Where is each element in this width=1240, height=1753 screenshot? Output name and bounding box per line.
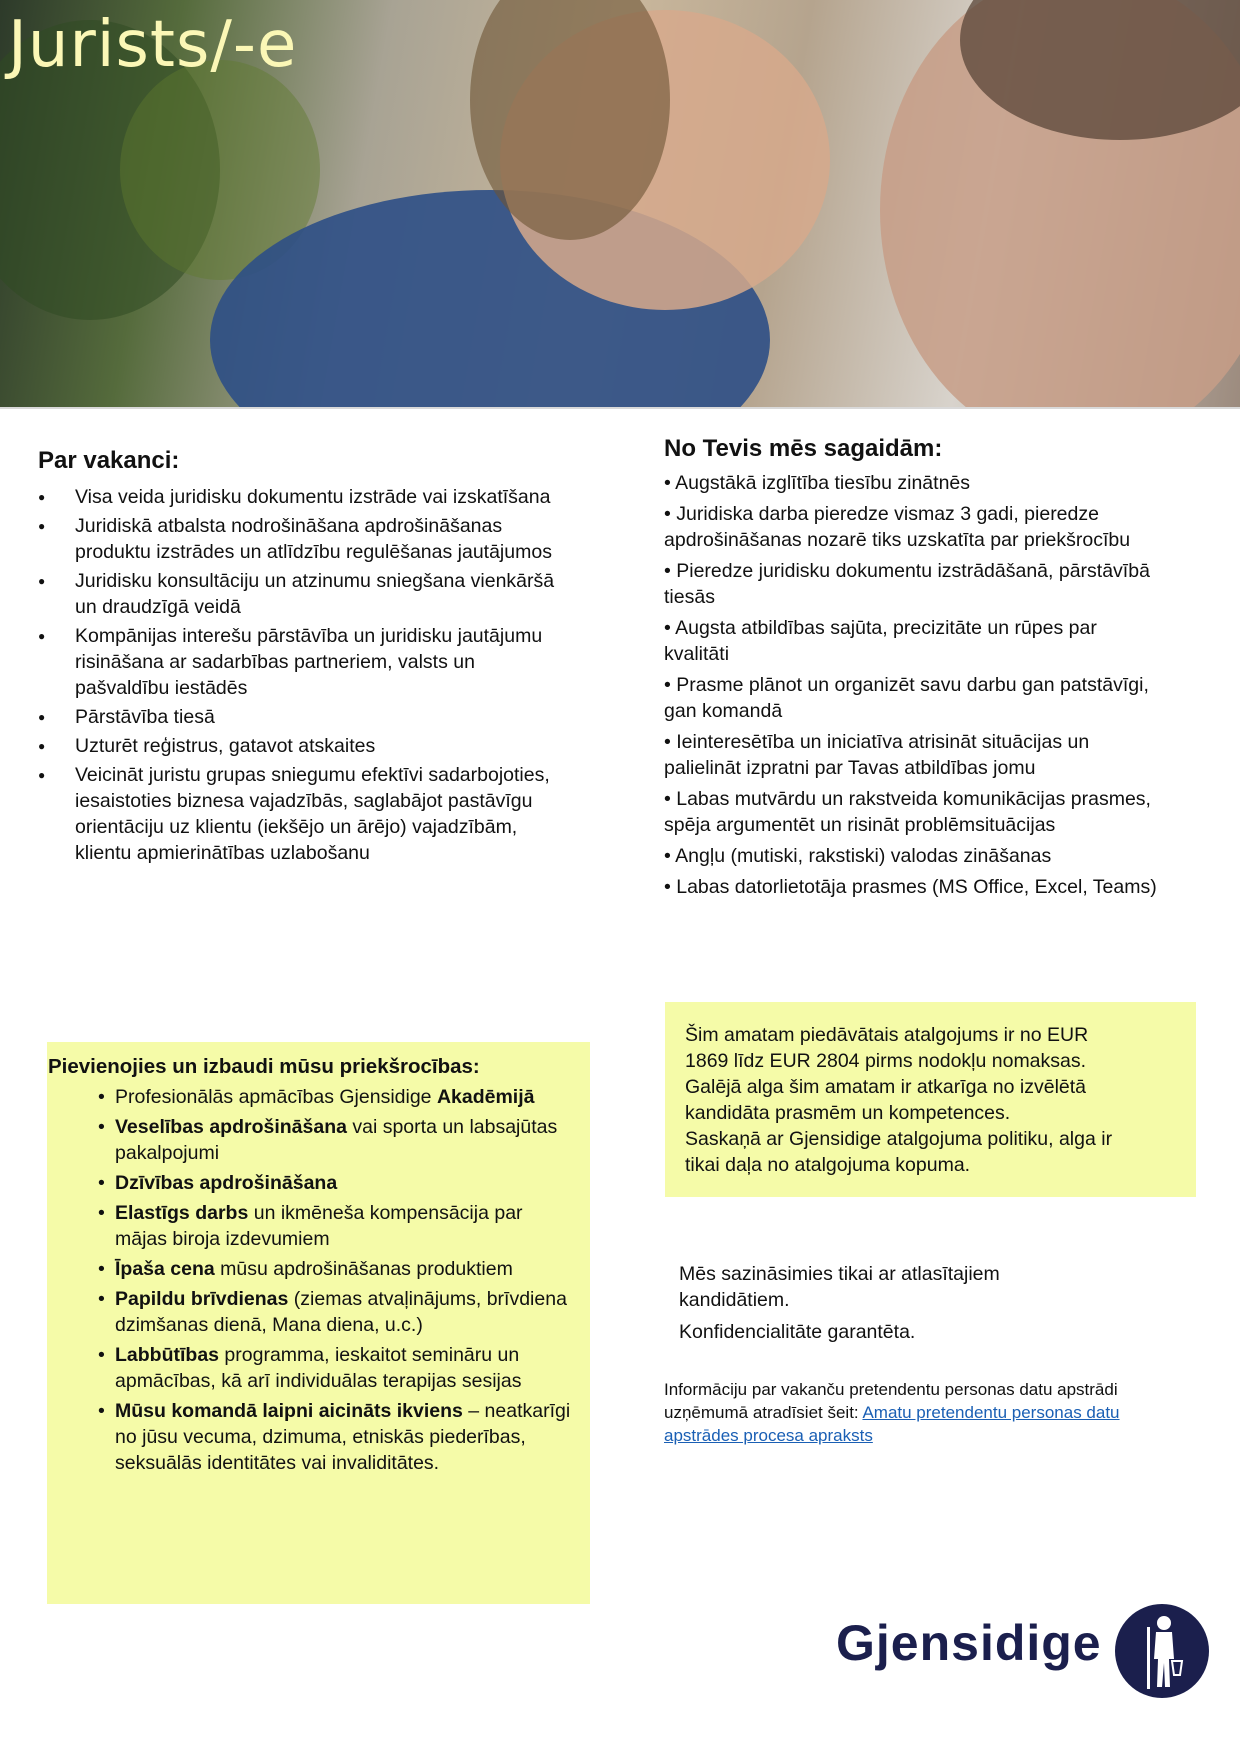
job-title: Jurists/-e bbox=[8, 8, 298, 82]
salary-range-text: Šim amatam piedāvātais atalgojums ir no EUR 1869 līdz EUR 2804 pirms nodokļu nomaksas. Galējā alga šim amatam ir atkarīga no izvēlētā kandidāta prasmēm un kompetences. bbox=[685, 1024, 1089, 1124]
requirement-item: • Augsta atbildības sajūta, precizitāte un rūpes par kvalitāti bbox=[664, 617, 1097, 665]
about-section bbox=[38, 448, 558, 866]
about-item: ● Pārstāvība tiesā bbox=[38, 704, 558, 730]
privacy-text: Informāciju par vakanču pretendentu personas datu apstrādi uzņēmumā atradīsiet šeit: bbox=[664, 1380, 1118, 1422]
about-heading: Par vakanci: bbox=[38, 447, 180, 474]
about-item: ● Veicināt juristu grupas sniegumu efektīvi sadarbojoties, iesaistoties biznesa vajadzībās, saglabājot pastāvīgu orientāciju uz klientu (iekšējo un ārējo) vajadzībām, klientu apmierinātības uzlabošanu bbox=[38, 762, 558, 866]
about-item: ● Uzturēt reģistrus, gatavot atskaites bbox=[38, 733, 558, 759]
benefit-text: (ziemas atvaļinājums, brīvdiena dzimšanas dienā, Mana diena, u.c.) bbox=[115, 1288, 567, 1336]
requirement-item: • Juridiska darba pieredze vismaz 3 gadi, pieredze apdrošināšanas nozarē tiks uzskatīta par priekšrocību bbox=[664, 503, 1131, 551]
privacy-section bbox=[664, 1378, 1154, 1447]
benefit-highlight: Veselības apdrošināšana bbox=[115, 1116, 347, 1138]
benefit-text: programma, ieskaitot semināru un apmācības, kā arī individuālas terapijas sesijas bbox=[115, 1344, 522, 1392]
requirement-item: • Labas datorlietotāja prasmes (MS Office, Excel, Teams) bbox=[664, 876, 1157, 898]
benefit-text: Profesionālās apmācības Gjensidige bbox=[115, 1086, 437, 1108]
benefit-text: mūsu apdrošināšanas produktiem bbox=[214, 1258, 513, 1280]
benefit-highlight: Akadēmijā bbox=[436, 1086, 535, 1108]
about-item: ● Visa veida juridisku dokumentu izstrāde vai izskatīšana bbox=[38, 484, 558, 510]
about-item: ● Juridiskā atbalsta nodrošināšana apdrošināšanas produktu izstrādes un atlīdzību regulēšanas jautājumos bbox=[38, 513, 558, 565]
benefit-item bbox=[48, 1342, 578, 1394]
requirement-item: • Labas mutvārdu un rakstveida komunikācijas prasmes, spēja argumentēt un risināt problēmsituācijas bbox=[664, 788, 1151, 836]
hero-photo bbox=[0, 0, 1240, 409]
about-item: ● Kompānijas interešu pārstāvība un juridisku jautājumu risināšana ar sadarbības partneriem, valsts un pašvaldību iestādēs bbox=[38, 623, 558, 701]
benefit-item bbox=[48, 1398, 578, 1476]
benefit-text: un ikmēneša kompensācija par mājas biroja izdevumiem bbox=[115, 1202, 523, 1250]
benefit-highlight: Īpaša cena bbox=[115, 1258, 215, 1280]
about-list bbox=[38, 484, 558, 866]
contact-note: Mēs sazināsimies tikai ar atlasītajiem kandidātiem. bbox=[679, 1263, 1000, 1311]
benefit-item bbox=[48, 1084, 578, 1110]
requirement-item: • Pieredze juridisku dokumentu izstrādāšanā, pārstāvībā tiesās bbox=[664, 560, 1150, 608]
benefit-item bbox=[48, 1200, 578, 1252]
benefits-box bbox=[47, 1042, 590, 1604]
requirements-list bbox=[664, 470, 1164, 900]
benefit-highlight: Dzīvības apdrošināšana bbox=[115, 1172, 338, 1194]
benefit-highlight: Papildu brīvdienas bbox=[115, 1288, 289, 1310]
benefit-highlight: Labbūtības bbox=[115, 1344, 220, 1366]
benefit-item bbox=[48, 1170, 578, 1196]
benefit-item bbox=[48, 1114, 578, 1166]
benefit-item bbox=[48, 1286, 578, 1338]
requirement-item: • Augstākā izglītība tiesību zinātnēs bbox=[664, 472, 971, 494]
salary-policy-text: Saskaņā ar Gjensidige atalgojuma politiku, alga ir tikai daļa no atalgojuma kopuma. bbox=[685, 1128, 1113, 1176]
gjensidige-logo-text: Gjensidige bbox=[836, 1615, 1102, 1671]
benefit-item bbox=[48, 1256, 578, 1282]
privacy-policy-link[interactable]: Amatu pretendentu personas datu apstrādes procesa apraksts bbox=[664, 1403, 1120, 1445]
benefit-text: – neatkarīgi no jūsu vecuma, dzimuma, etniskās piederības, seksuālās identitātes vai invaliditātes. bbox=[115, 1400, 571, 1474]
gjensidige-emblem-icon bbox=[1114, 1603, 1210, 1699]
benefits-heading: Pievienojies un izbaudi mūsu priekšrocības: bbox=[48, 1055, 480, 1078]
requirement-item: • Prasme plānot un organizēt savu darbu gan patstāvīgi, gan komandā bbox=[664, 674, 1149, 722]
about-item: ● Juridisku konsultāciju un atzinumu sniegšana vienkāršā un draudzīgā veidā bbox=[38, 568, 558, 620]
contact-section bbox=[679, 1261, 1079, 1345]
benefits-list bbox=[48, 1084, 578, 1476]
benefit-highlight: Mūsu komandā laipni aicināts ikviens bbox=[115, 1400, 463, 1422]
benefit-highlight: Elastīgs darbs bbox=[115, 1202, 249, 1224]
requirements-heading: No Tevis mēs sagaidām: bbox=[664, 435, 943, 462]
confidentiality-note: Konfidencialitāte garantēta. bbox=[679, 1321, 916, 1343]
requirement-item: • Ieinteresētība un iniciatīva atrisināt situācijas un palielināt izpratni par Tavas atbildības jomu bbox=[664, 731, 1090, 779]
requirements-section bbox=[664, 436, 1164, 900]
salary-box bbox=[665, 1002, 1196, 1197]
requirement-item: • Angļu (mutiski, rakstiski) valodas zināšanas bbox=[664, 845, 1052, 867]
benefit-text: vai sporta un labsajūtas pakalpojumi bbox=[115, 1116, 558, 1164]
